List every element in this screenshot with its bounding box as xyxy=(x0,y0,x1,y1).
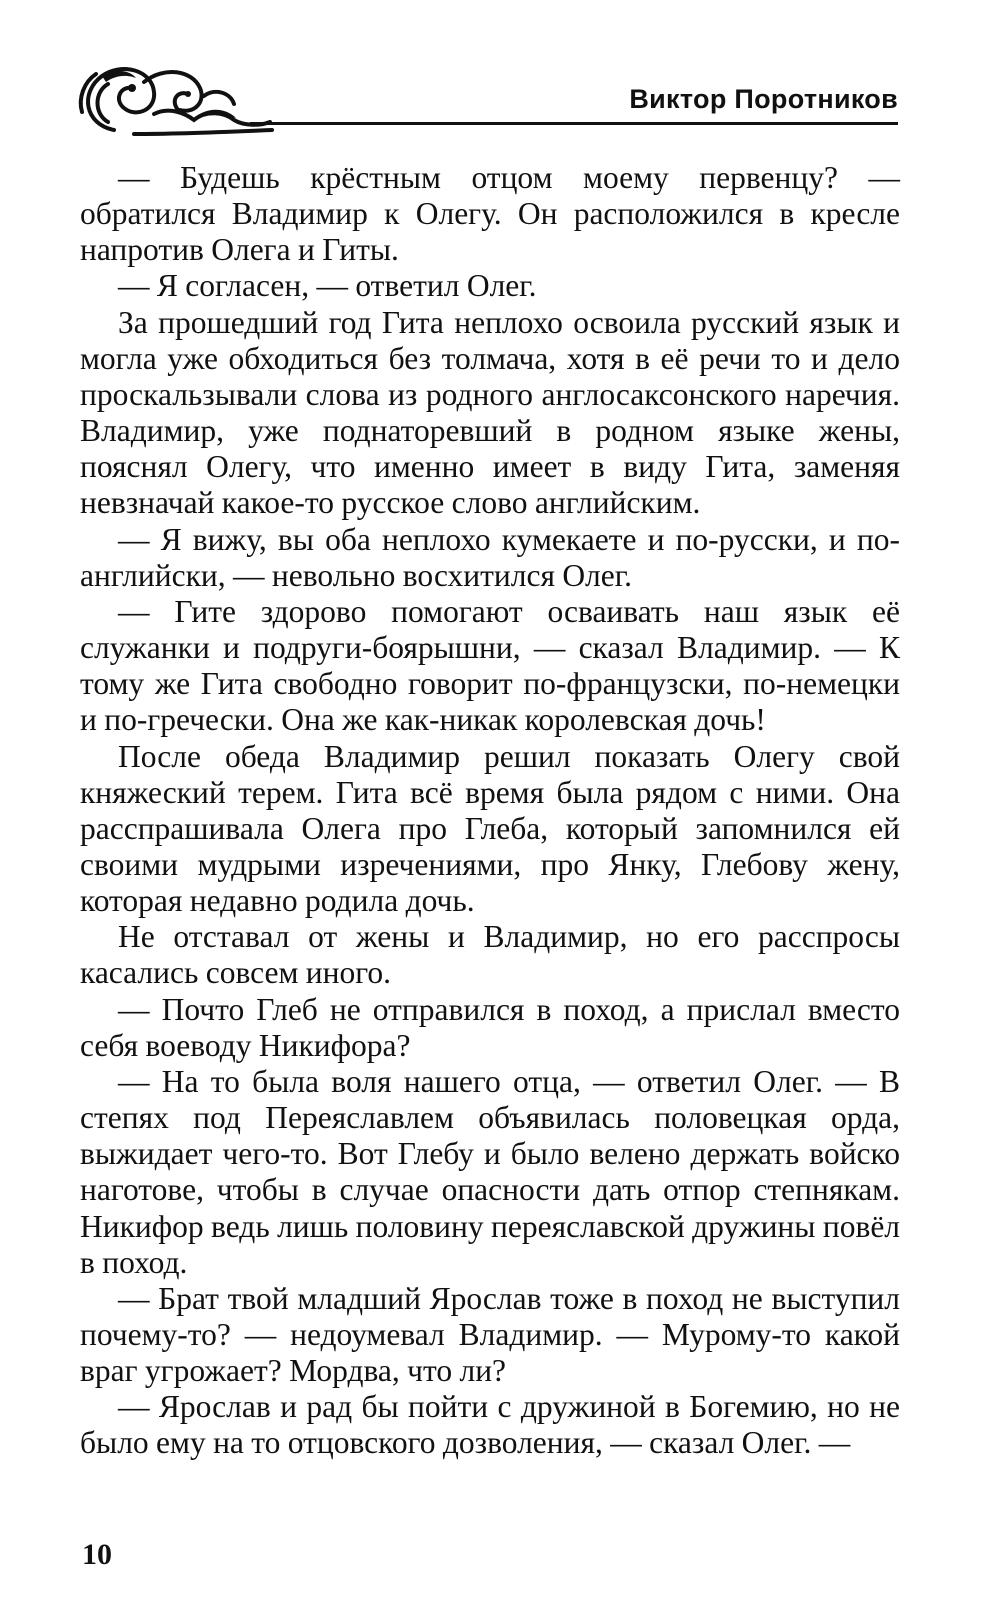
paragraph: — Будешь крёстным отцом моему первенцу? — обратился Владимир к Олегу. Он расположился в кресле напротив Олега и Гиты. xyxy=(80,160,900,268)
paragraph: Не отставал от жены и Владимир, но его расспросы касались совсем иного. xyxy=(80,919,900,991)
running-head: Виктор Поротников xyxy=(629,84,898,114)
ornament-icon xyxy=(74,52,274,144)
paragraph: — Брат твой младший Ярослав тоже в поход не выступил почему-то? — недоумевал Владимир. — Мурому-то какой враг угрожает? Мордва, что ли? xyxy=(80,1280,900,1389)
paragraph: За прошедший год Гита неплохо освоила русский язык и могла уже обходиться без толмача, хотя в её речи то и дело проскальзывали слова из родного англосаксонского наречия. Владимир, уже поднаторевший в родном языке жены, пояснял Олегу, что именно имеет в виду Гита, заменяя невзначай какое-то русское слово английским. xyxy=(80,304,900,521)
paragraph: — На то была воля нашего отца, — ответил Олег. — В степях под Переяславлем объявилась половецкая орда, выжидает чего-то. Вот Глебу и было велено держать войско наготове, чтобы в случае опасности дать отпор степнякам. Никифор ведь лишь половину переяславской дружины повёл в поход. xyxy=(80,1063,901,1280)
header-rule xyxy=(250,122,898,125)
paragraph: — Почто Глеб не отправился в поход, а прислал вместо себя воеводу Никифора? xyxy=(80,991,900,1063)
paragraph: — Я вижу, вы оба неплохо кумекаете и по-русски, и по-английски, — невольно восхитился Олег. xyxy=(80,521,900,593)
paragraph: — Гите здорово помогают осваивать наш язык её служанки и подруги-боярышни, — сказал Владимир. — К тому же Гита свободно говорит по-французски, по-немецки и по-гречески. Она же как-никак королевская дочь! xyxy=(80,593,900,738)
page-number: 10 xyxy=(82,1538,112,1571)
body-text xyxy=(80,160,900,1462)
paragraph: — Я согласен, — ответил Олег. xyxy=(118,268,537,304)
paragraph: — Ярослав и рад бы пойти с дружиной в Богемию, но не было ему на то отцовского дозволения, — сказал Олег. — xyxy=(80,1389,900,1461)
paragraph: После обеда Владимир решил показать Олегу свой княжеский терем. Гита всё время была рядом с ними. Она расспрашивала Олега про Глеба, который запомнился ей своими мудрыми изречениями, про Янку, Глебову жену, которая недавно родила дочь. xyxy=(80,738,900,919)
